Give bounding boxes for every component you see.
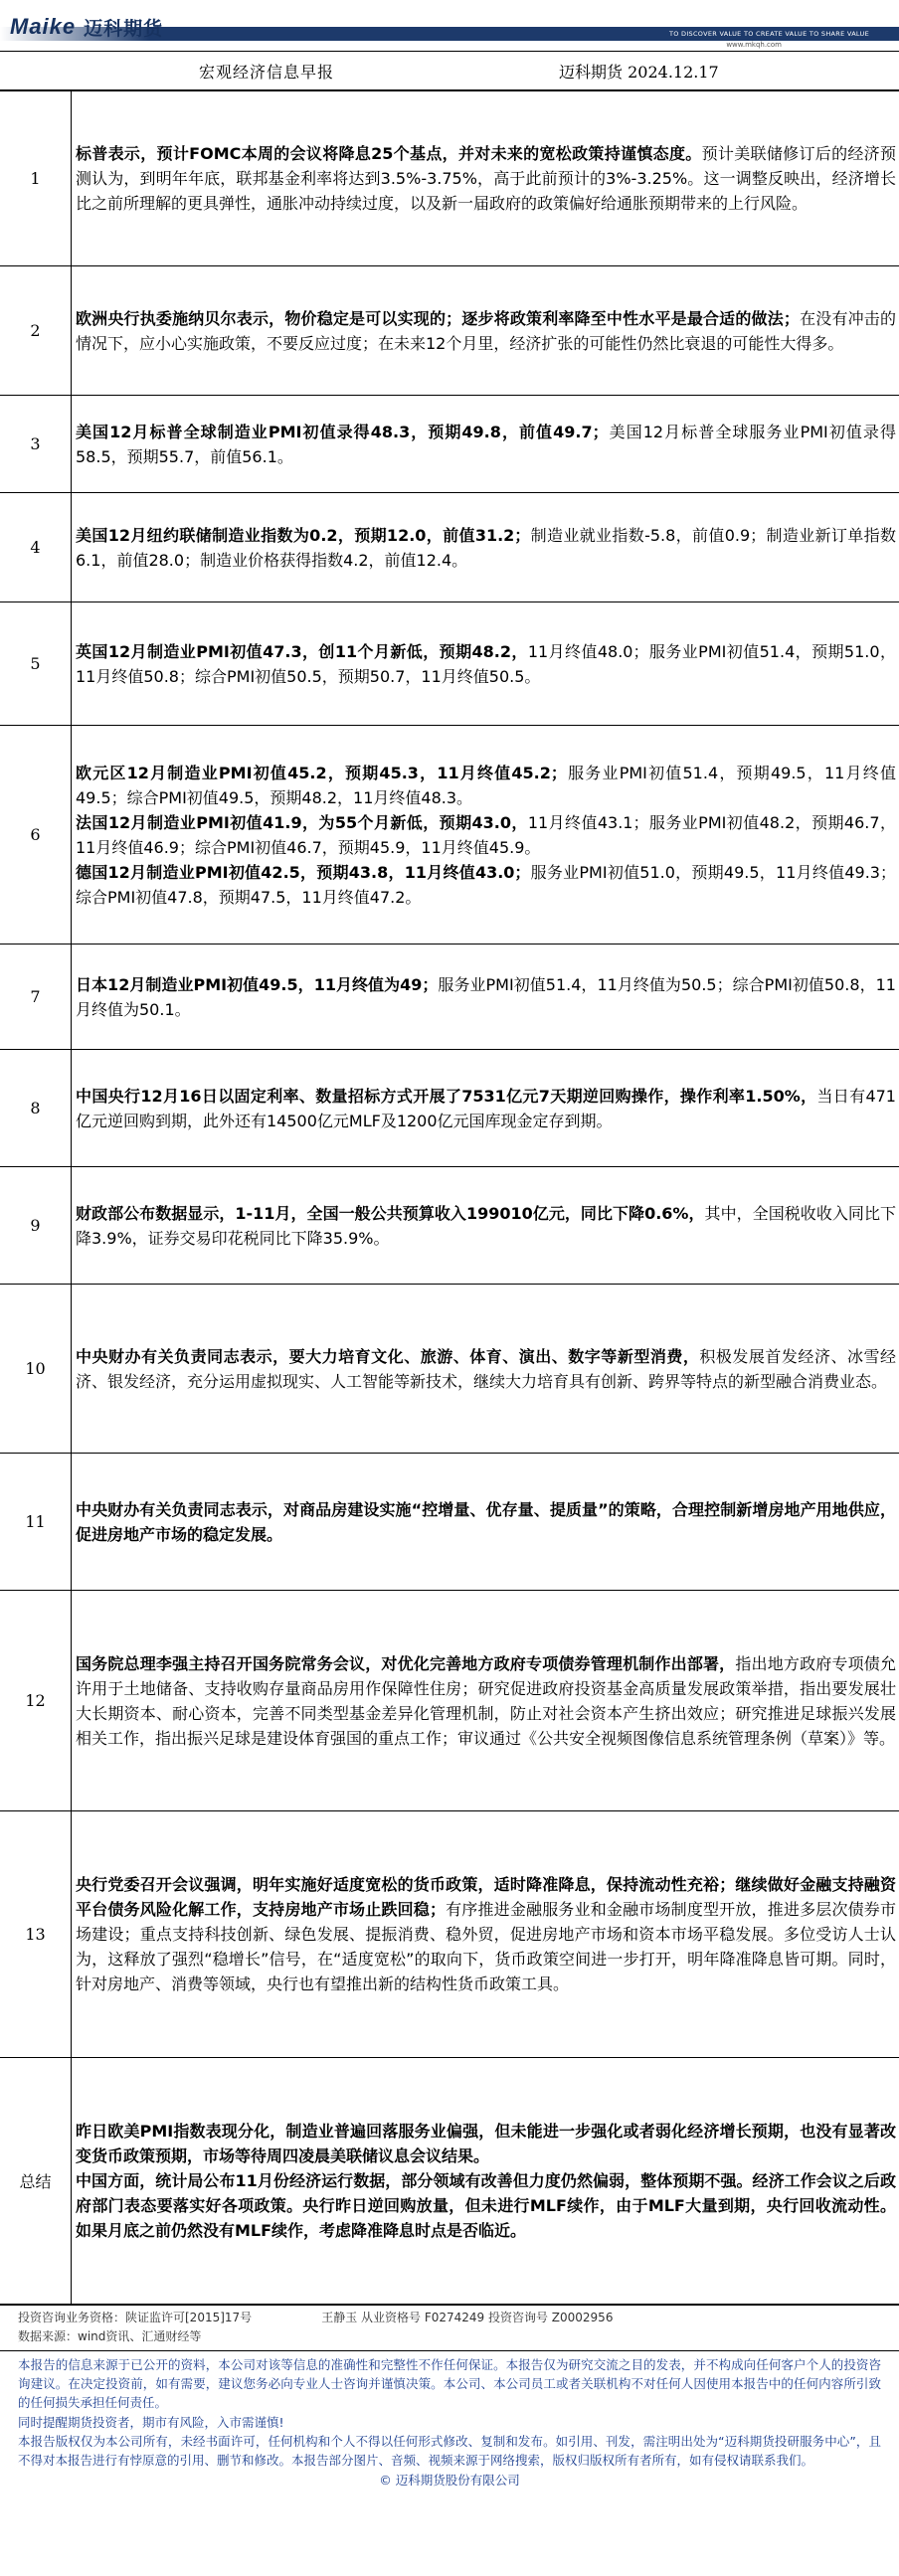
row-number: 12 [0,1591,72,1811]
row-number: 9 [0,1167,72,1285]
license-number: 投资咨询业务资格：陕证监许可[2015]17号 [18,2311,253,2324]
headline-bold: 央行党委召开会议强调，明年实施好适度宽松的货币政策，适时降准降息，保持流动性充裕；继续做好金融支持融资平台债务风险化解工作，支持房地产市场止跌回稳； [76,1875,896,1919]
row-content [72,1591,899,1811]
detail-text: 有序推进金融服务业和金融市场制度型开放，推进多层次债券市场建设；重点支持科技创新、绿色发展、提振消费、稳外贸，促进房地产市场和资本市场平稳发展。多位受访人士认为，这释放了强烈“稳增长”信号，在“适度宽松”的取向下，货币政策空间进一步打开，明年降准降息皆可期。同时，针对房地产、消费等领域，央行也有望推出新的结构性货币政策工具。 [76,1900,896,1993]
detail-text: 当日有471亿元逆回购到期，此外还有14500亿元MLF及1200亿元国库现金定存到期。 [76,1086,896,1130]
news-row [0,266,899,396]
row-content: 欧元区12月制造业PMI初值45.2，预期45.3，11月终值45.2；服务业PMI初值51.4，预期49.5，11月终值49.5；综合PMI初值49.5，预期48.2，11月终值48.3。 法国12月制造业PMI初值41.9，为55个月新低，预期43.0，11月终值43.1；服务业PMI初值48.2，预期46.7，11月终值46.9；综合PMI初值46.7，预期45.9，11月终值45.9。 德国12月制造业PMI初值42.5，预期43.8，11月终值43.0；服务业PMI初值51.0，预期49.5，11月终值49.3；综合PMI初值47.8，预期47.5，11月终值47.2。 [72,726,899,945]
report-body [0,51,899,2489]
detail-text: 积极发展首发经济、冰雪经济、银发经济，充分运用虚拟现实、人工智能等新技术，继续大力培育具有创新、跨界等特点的新型融合消费业态。 [76,1346,896,1391]
headline-bold: 日本12月制造业PMI初值49.5，11月终值为49； [76,974,439,994]
headline-bold: 英国12月制造业PMI初值47.3，创11个月新低，预期48.2， [76,641,528,661]
detail-text: 美国12月标普全球服务业PMI初值录得58.5，预期55.7，前值56.1。 [76,422,896,466]
row-number: 10 [0,1285,72,1454]
analyst-info: 王静玉 从业资格号 F0274249 投资咨询号 Z0002956 [321,2311,614,2324]
report-company-date: 迈科期货 2024.12.17 [559,62,719,82]
logo-chinese-name: 迈科期货 [84,18,164,40]
headline-bold: 国务院总理李强主持召开国务院常务会议，对优化完善地方政府专项债券管理机制作出部署， [76,1653,736,1673]
news-row [0,726,899,945]
copyright-notice: 本报告版权仅为本公司所有，未经书面许可，任何机构和个人不得以任何形式修改、复制和发布。如引用、刊发，需注明出处为“迈科期货投研服务中心”，且不得对本报告进行有悖原意的引用、删节和修改。本报告部分图片、音频、视频来源于网络搜索，版权归版权所有者所有，如有侵权请联系我们。 [18,2433,881,2469]
report-title: 宏观经济信息早报 [199,62,335,82]
headline-bold: 财政部公布数据显示，1-11月，全国一般公共预算收入199010亿元，同比下降0.6%， [76,1203,705,1223]
row-content [72,1454,899,1591]
headline-bold: 欧洲央行执委施纳贝尔表示，物价稳定是可以实现的；逐步将政策利率降至中性水平是最合适的做法； [76,308,800,328]
news-row [0,602,899,726]
row-number: 2 [0,266,72,396]
row-content [72,1811,899,2058]
logo-mark: Maike [10,14,77,39]
report-footer [0,2305,899,2489]
row-content [72,1167,899,1285]
news-row [0,396,899,493]
report-title-row [0,51,899,90]
row-number: 1 [0,91,72,266]
row-number: 11 [0,1454,72,1591]
headline-bold: 中国央行12月16日以固定利率、数量招标方式开展了7531亿元7天期逆回购操作，操作利率1.50%， [76,1086,817,1106]
detail-text: 制造业就业指数-5.8，前值0.9；制造业新订单指数6.1，前值28.0；制造业价格获得指数4.2，前值12.4。 [76,525,896,570]
detail-text: 指出地方政府专项债允许用于土地储备、支持收购存量商品房用作保障性住房；研究促进政府投资基金高质量发展政策举措，指出要发展壮大长期资本、耐心资本，完善不同类型基金差异化管理机制，防止对社会资本产生挤出效应；研究推进足球振兴发展相关工作，指出振兴足球是建设体育强国的重点工作；审议通过《公共安全视频图像信息系统管理条例（草案）》等。 [76,1653,896,1748]
row-number: 6 [0,726,72,945]
detail-text: 11月终值48.0；服务业PMI初值51.4，预期51.0，11月终值50.8；综合PMI初值50.5，预期50.7，11月终值50.5。 [76,641,896,686]
news-row [0,1167,899,1285]
headline-bold: 美国12月标普全球制造业PMI初值录得48.3，预期49.8，前值49.7； [76,422,609,441]
row-number: 13 [0,1811,72,2058]
news-row [0,2058,899,2305]
disclaimer-paragraph: 本报告的信息来源于已公开的资料，本公司对该等信息的准确性和完整性不作任何保证。本报告仅为研究交流之目的发表，并不构成向任何客户个人的投资咨询建议。在决定投资前，如有需要，建议您务必向专业人士咨询并谨慎决策。本公司、本公司员工或者关联机构不对任何人因使用本报告中的任何内容所引致的任何损失承担任何责任。 [18,2357,881,2411]
row-number: 3 [0,396,72,493]
row-number: 8 [0,1050,72,1167]
row-number: 4 [0,493,72,602]
row-content [72,1050,899,1167]
detail-text: 预计美联储修订后的经济预测认为，到明年年底，联邦基金利率将达到3.5%-3.75%，高于此前预计的3%-3.25%。这一调整反映出，经济增长比之前所理解的更具弹性，通胀冲动持续过度，以及新一届政府的政策偏好给通胀预期带来的上行风险。 [76,144,896,213]
headline-bold: 美国12月纽约联储制造业指数为0.2，预期12.0，前值31.2； [76,525,531,545]
row-content [72,396,899,493]
news-table [0,90,899,2305]
news-row [0,945,899,1050]
row-content: 昨日欧美PMI指数表现分化，制造业普遍回落服务业偏强，但未能进一步强化或者弱化经济增长预期，也没有显著改变货币政策预期，市场等待周四凌晨美联储议息会议结果。 中国方面，统计局公布11月份经济运行数据，部分领域有改善但力度仍然偏弱，整体预期不强。经济工作会议之后政府部门表态要落实好各项政策。央行昨日逆回购放量，但未进行MLF续作，由于MLF大量到期，央行回收流动性。如果月底之前仍然没有MLF续作，考虑降准降息时点是否临近。 [72,2058,899,2305]
news-row [0,1811,899,2058]
company-logo [10,14,163,40]
header-website: www.mkqh.com [726,41,782,49]
row-number: 5 [0,602,72,726]
row-content [72,266,899,396]
detail-text: 其中，全国税收收入同比下降3.9%，证券交易印花税同比下降35.9%。 [76,1203,896,1248]
headline-bold: 中央财办有关负责同志表示，要大力培育文化、旅游、体育、演出、数字等新型消费， [76,1346,700,1366]
page-header [0,0,899,44]
row-content [72,91,899,266]
news-row [0,493,899,602]
risk-warning: 同时提醒期货投资者，期市有风险，入市需谨慎! [18,2414,284,2430]
detail-text: 服务业PMI初值51.4，11月终值为50.5；综合PMI初值50.8，11月终值为50.1。 [76,974,896,1019]
news-row [0,1050,899,1167]
row-content [72,602,899,726]
credentials [0,2306,899,2346]
detail-text: 在没有冲击的情况下，应小心实施政策，不要反应过度；在未来12个月里，经济扩张的可能性仍然比衰退的可能性大得多。 [76,308,896,353]
header-tagline: TO DISCOVER VALUE TO CREATE VALUE TO SHARE VALUE [668,30,869,38]
copyright-line: © 迈科期货股份有限公司 [379,2473,520,2489]
row-content [72,493,899,602]
data-source: 数据来源：wind资讯、汇通财经等 [18,2329,202,2343]
row-number: 7 [0,945,72,1050]
news-row [0,91,899,266]
row-number: 总结 [0,2058,72,2305]
headline-bold: 中央财办有关负责同志表示，对商品房建设实施“控增量、优存量、提质量”的策略，合理控制新增房地产用地供应，促进房地产市场的稳定发展。 [76,1499,896,1544]
news-row [0,1591,899,1811]
news-row [0,1285,899,1454]
headline-bold: 标普表示，预计FOMC本周的会议将降息25个基点，并对未来的宽松政策持谨慎态度。 [76,144,702,163]
row-content [72,1285,899,1454]
row-content [72,945,899,1050]
disclaimer [0,2351,899,2470]
news-row [0,1454,899,1591]
